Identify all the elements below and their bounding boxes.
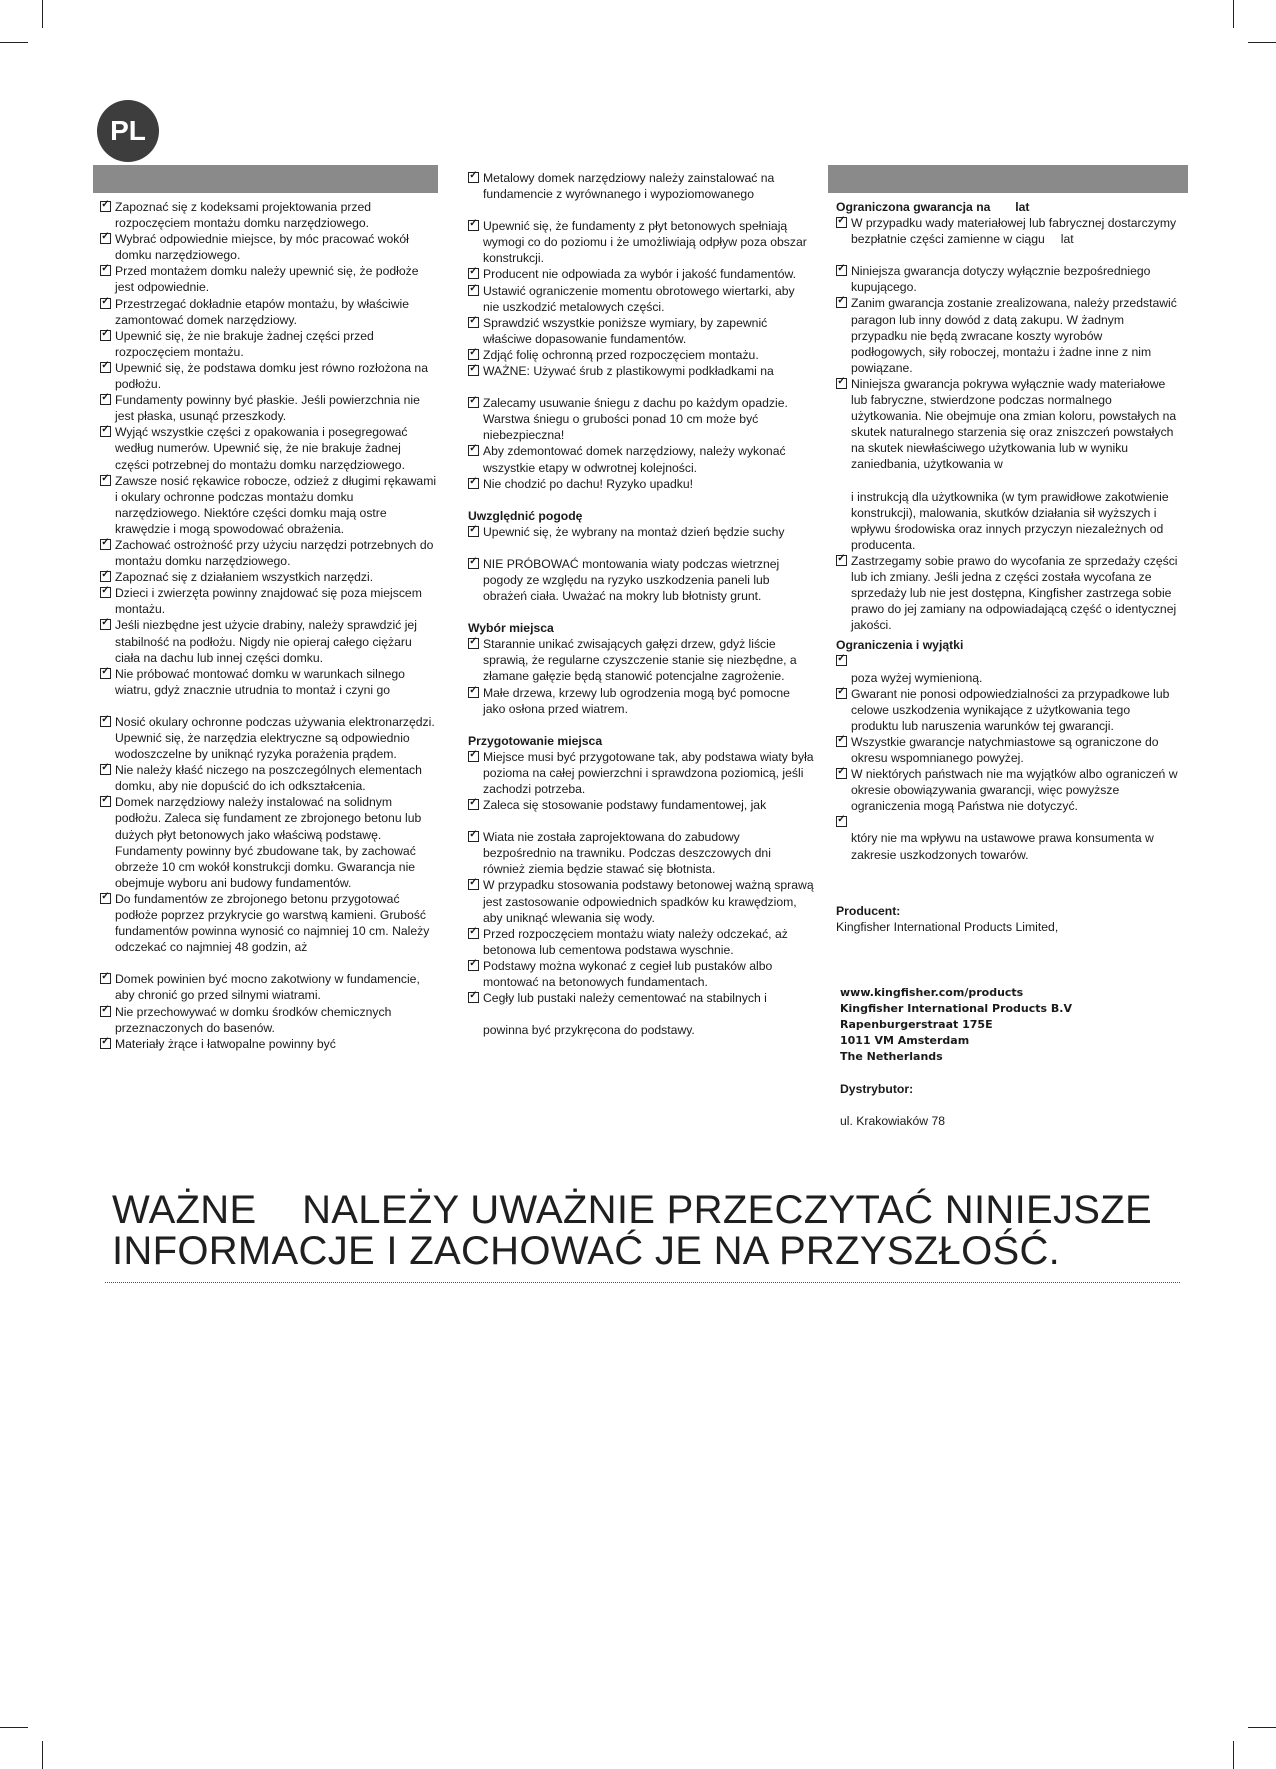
prep-heading: Przygotowanie miejsca [468,733,603,748]
checkbox-icon [468,799,479,810]
list-item [100,328,438,360]
list-item [468,266,814,282]
checkbox-icon [836,265,847,276]
list-item-text: Niniejsza gwarancja pokrywa wyłącznie wady materiałowe lub fabryczne, stwierdzone podczas normalnego użytkowania. Nie obejmuje ona zmian koloru, powstałych na skutek naturalnego starzenia się oraz zniszczeń powstałych na skutek niewłaściwego użytkowania lub w wyniku zaniedbania, użytkowania w [851,376,1177,472]
list-item [100,714,438,762]
list-item [100,473,438,537]
checkbox-icon [100,716,111,727]
checkbox-icon [836,378,847,389]
warranty-continuation: i instrukcją dla użytkownika (w tym prawidłowe zakotwienie konstrukcji), malowania, skutków działania sił wyższych i wpływu środowiska oraz innych przyczyn niezależnych od producenta. [851,489,1169,552]
checkbox-icon [836,688,847,699]
list-item [100,891,438,955]
list-item [836,295,1180,375]
list-item [836,553,1180,633]
checkbox-icon [468,220,479,231]
list-item-text: Upewnić się, że nie brakuje żadnej części przed rozpoczęciem montażu. [115,328,374,359]
checkbox-icon [836,297,847,308]
list-item-text: Zanim gwarancja zostanie zrealizowana, należy przedstawić paragon lub inny dowód z datą zakupu. W żadnym przypadku nie będą zwracane koszty wyrobów podłogowych, siły roboczej, montażu i żadne inne z nim powiązane. [851,296,1177,375]
crop-mark [1233,0,1234,28]
installation-column [468,170,814,1038]
list-item-text: Podstawy można wykonać z cegieł lub pustaków albo montować na betonowych fundamentach. [483,958,773,990]
list-item-text: Nie próbować montować domku w warunkach silnego wiatru, gdyż znacznie utrudnia to montaż i czyni go [115,666,405,697]
list-item-text: W przypadku stosowania podstawy betonowej ważną sprawą jest zastosowanie odpowiednich spadków ku krawędziom, aby uniknąć wlewania się wody. [483,878,814,925]
list-item [100,1036,438,1052]
address-block [836,985,1180,1065]
checkbox-icon [100,973,111,984]
checkbox-icon [468,928,479,939]
list-item [836,653,1180,669]
list-item-text: Upewnić się, że fundamenty z płyt betonowych spełniają wymogi co do poziomu i że umożliwiają odpływ poza obszar konstrukcji. [483,219,807,266]
list-item-text: Zapoznać się z działaniem wszystkich narzędzi. [115,570,374,585]
list-item [836,686,1180,734]
list-item [468,443,814,475]
checkbox-icon [100,571,111,582]
checkbox-icon [836,217,847,228]
checkbox-icon [468,349,479,360]
list-item-text: Dzieci i zwierzęta powinny znajdować się poza miejscem montażu. [115,586,422,617]
checkbox-icon [468,751,479,762]
list-item [468,556,814,604]
list-item-text: Zastrzegamy sobie prawo do wycofania ze sprzedaży części lub ich zmiany. Jeśli jedna z części została wycofana ze sprzedaży lub nie jest dostępna, Kingfisher zastrzega sobie prawo do jej zamiany na odpowiadającą część o identycznej jakości. [851,553,1178,633]
checkbox-icon [468,831,479,842]
address-line: The Netherlands [840,1049,943,1063]
list-item [100,617,438,665]
list-item-text: Metalowy domek narzędziowy należy zainstalować na fundamencie z wyrównanego i wypoziomowanego [483,171,775,202]
checkbox-icon [468,687,479,698]
checkbox-icon [468,879,479,890]
checkbox-icon [468,526,479,537]
list-item-text: Ustawić ograniczenie momentu obrotowego wiertarki, aby nie uszkodzić metalowych części. [483,283,795,314]
checkbox-icon [468,365,479,376]
list-item [468,170,814,202]
list-item [468,283,814,315]
checkbox-icon [100,233,111,244]
list-item-text: Cegły lub pustaki należy cementować na stabilnych i [483,991,767,1006]
list-item [468,926,814,958]
list-item [100,199,438,231]
list-item [100,971,438,1003]
warranty-heading-text: Ograniczona gwarancja na [836,200,991,214]
producer-heading: Producent: [836,903,901,918]
list-item [100,424,438,472]
crop-mark [1248,1727,1276,1728]
list-item-text: Nie należy kłaść niczego na poszczególnych elementach domku, aby nie dopuścić do ich odkształcenia. [115,763,422,794]
checkbox-icon [100,426,111,437]
list-item-text: Zachować ostrożność przy użyciu narzędzi potrzebnych do montażu domku narzędziowego. [115,537,434,569]
section-header-bar [93,165,438,193]
address-line: Rapenburgerstraat 175E [840,1017,993,1031]
checkbox-icon [468,268,479,279]
list-item-text: W przypadku wady materiałowej lub fabrycznej dostarczymy bezpłatnie części zamienne w ciągu [851,216,1177,247]
list-item [468,347,814,363]
crop-mark [0,1727,28,1728]
list-item-text: Przed rozpoczęciem montażu wiaty należy odczekać, aż betonowa lub cementowa podstawa wyschnie. [483,926,788,957]
checkbox-icon [836,816,847,827]
list-item [100,392,438,424]
address-line: Kingfisher International Products B.V [840,1001,1072,1015]
list-item-text: Zaleca się stosowanie podstawy fundamentowej, jak [483,798,767,813]
checkbox-icon [468,172,479,183]
list-item-text: Zapoznać się z kodeksami projektowania przed rozpoczęciem montażu domku narzędziowego. [115,200,372,231]
list-item [468,363,814,379]
list-item-text: Przed montażem domku należy upewnić się, że podłoże jest odpowiednie. [115,264,419,295]
list-item [836,734,1180,766]
checkbox-icon [100,475,111,486]
list-item-text: Nosić okulary ochronne podczas używania elektronarzędzi. Upewnić się, że narzędzia elektryczne są odpowiednio wodoszczelne by uniknąć ryzyka porażenia prądem. [115,714,435,762]
list-item-text: Małe drzewa, krzewy lub ogrodzenia mogą być pomocne jako osłona przed wiatrem. [483,685,790,716]
list-item-text: Upewnić się, że wybrany na montaż dzień będzie suchy [483,524,785,539]
limits-continuation: poza wyżej wymienioną. [851,670,983,685]
checkbox-icon [468,558,479,569]
list-item [836,766,1180,814]
list-item [100,569,438,585]
list-item-text: Aby zdemontować domek narzędziowy, należy wykonać wszystkie etapy w odwrotnej kolejności. [483,444,786,475]
checkbox-icon [100,362,111,373]
list-item-text: Niniejsza gwarancja dotyczy wyłącznie bezpośredniego kupującego. [851,264,1151,295]
list-item-text: Sprawdzić wszystkie poniższe wymiary, by zapewnić właściwe dopasowanie fundamentów. [483,315,768,346]
list-item [468,395,814,443]
checkbox-icon [100,1006,111,1017]
list-item [468,877,814,925]
list-item-text: Fundamenty powinny być płaskie. Jeśli powierzchnia nie jest płaska, usunąć przeszkody. [115,393,420,424]
list-item-text: Nie chodzić po dachu! Ryzyko upadku! [483,476,694,491]
language-badge: PL [97,100,159,162]
distributor-address: ul. Krakowiaków 78 [840,1113,945,1128]
warranty-heading [836,199,1180,215]
safety-column [100,199,438,1052]
checkbox-icon [100,893,111,904]
list-item [100,794,438,891]
checkbox-icon [468,638,479,649]
list-item-text: Wybrać odpowiednie miejsce, by móc pracować wokół domku narzędziowego. [115,232,409,263]
checkbox-icon [468,992,479,1003]
list-item [100,1004,438,1036]
crop-mark [1233,1741,1234,1769]
checkbox-icon [100,668,111,679]
list-item-text: Wiata nie została zaprojektowana do zabudowy bezpośrednio na trawniku. Podczas deszczowych dni również ziemia będzie stawać się błotnista. [483,830,771,877]
list-item [100,263,438,295]
list-item-text: Zalecamy usuwanie śniegu z dachu po każdym opadzie. Warstwa śniegu o grubości ponad 10 cm może być niebezpieczna! [483,396,788,443]
list-item [100,537,438,569]
dotted-divider [105,1282,1180,1283]
list-item [100,296,438,328]
checkbox-icon [100,394,111,405]
list-item-text: Nie przechowywać w domku środków chemicznych przeznaczonych do basenów. [115,1004,392,1035]
list-item-text: Jeśli niezbędne jest użycie drabiny, należy sprawdzić jej stabilność na podłożu. Nigdy nie opieraj całego ciężaru ciała na dachu lub innej części domku. [115,618,417,665]
checkbox-icon [100,298,111,309]
address-line: 1011 VM Amsterdam [840,1033,970,1047]
list-item [468,524,814,540]
checkbox-icon [836,768,847,779]
list-item-text: Starannie unikać zwisających gałęzi drzew, gdyż liście sprawią, że regularne czyszczenie stanie się niezbędne, a złamane gałęzie będą stanowić potencjalne zagrożenie. [483,637,797,684]
list-item-text: Domek narzędziowy należy instalować na solidnym podłożu. Zaleca się fundament ze zbrojonego betonu lub dużych płyt betonowych jako właściwą podstawę. Fundamenty powinny być zbudowane tak, by zachować obrzeże 10 cm wokół konstrukcji domku. Gwarancja nie obejmuje wyboru ani budowy fundamentów. [115,795,422,890]
checkbox-icon [468,285,479,296]
list-item [468,797,814,813]
warranty-column [836,199,1180,1129]
list-item [468,749,814,797]
list-item [100,231,438,263]
crop-mark [0,42,28,43]
list-item-text: Wyjąć wszystkie części z opakowania i posegregować według numerów. Upewnić się, że nie brakuje żadnej części potrzebnej do montażu domku narzędziowego. [115,425,408,472]
list-item-text: NIE PRÓBOWAĆ montowania wiaty podczas wietrznej pogody ze względu na ryzyko uszkodzenia paneli lub obrażeń ciała. Uważać na mokry lub błotnisty grunt. [483,556,780,604]
list-item-text: W niektórych państwach nie ma wyjątków albo ograniczeń w okresie obowiązywania gwarancji, więc powyższe ograniczenia mogą Państwa nie dotyczyć. [851,767,1178,814]
list-item-text: WAŻNE: Używać śrub z plastikowymi podkładkami na [483,364,774,379]
list-item [100,360,438,392]
checkbox-icon [100,201,111,212]
checkbox-icon [468,478,479,489]
title-line: INFORMACJE I ZACHOWAĆ JE NA PRZYSZŁOŚĆ. [112,1229,1061,1273]
checkbox-icon [100,619,111,630]
place-heading: Wybór miejsca [468,621,554,636]
section-header-bar [828,165,1188,193]
checkbox-icon [100,330,111,341]
crop-mark [42,0,43,28]
prep-tail-text: powinna być przykręcona do podstawy. [483,1023,695,1038]
list-item [836,263,1180,295]
title-line: WAŻNE NALEŻY UWAŻNIE PRZECZYTAĆ NINIEJSZE [112,1188,1152,1232]
list-item [468,958,814,990]
checkbox-icon [836,736,847,747]
checkbox-icon [836,655,847,666]
list-item [100,762,438,794]
warranty-heading-years: lat [1015,200,1030,214]
list-item [468,218,814,266]
checkbox-icon [468,317,479,328]
important-notice-title [112,1190,1152,1272]
checkbox-icon [100,587,111,598]
limits-heading: Ograniczenia i wyjątki [836,638,964,653]
last-continuation: który nie ma wpływu na ustawowe prawa konsumenta w zakresie uszkodzonych towarów. [851,831,1154,862]
distributor-heading: Dystrybutor: [840,1081,914,1096]
checkbox-icon [468,960,479,971]
crop-mark [1248,42,1276,43]
checkbox-icon [468,445,479,456]
list-item-text: Przestrzegać dokładnie etapów montażu, by właściwie zamontować domek narzędziowy. [115,296,409,327]
address-line[interactable]: www.kingfisher.com/products [840,985,1024,999]
list-item-text: Gwarant nie ponosi odpowiedzialności za przypadkowe lub celowe uszkodzenia wynikające z użytkowania tego produktu lub naruszenia warunków tej gwarancji. [851,686,1170,733]
list-item-text: Producent nie odpowiada za wybór i jakość fundamentów. [483,267,797,282]
checkbox-icon [836,555,847,566]
list-item [468,476,814,492]
list-item-text: Wszystkie gwarancje natychmiastowe są ograniczone do okresu wspomnianego powyżej. [851,734,1159,765]
checkbox-icon [100,764,111,775]
list-item [468,315,814,347]
crop-mark [42,1741,43,1769]
list-item-text: Zdjąć folię ochronną przed rozpoczęciem montażu. [483,347,759,362]
checkbox-icon [468,397,479,408]
list-item-text: Miejsce musi być przygotowane tak, aby podstawa wiaty była pozioma na całej powierzchni i sprawdzona poziomicą, jeśli zachodzi potrzeba. [483,749,814,796]
list-item [100,666,438,698]
checkbox-icon [100,1038,111,1049]
list-item-text: Materiały żrące i łatwopalne powinny być [115,1036,336,1051]
list-item [468,829,814,877]
list-item [100,585,438,617]
list-item [468,990,814,1006]
weather-heading: Uwzględnić pogodę [468,508,583,523]
list-item [836,376,1180,473]
checkbox-icon [100,539,111,550]
list-item-suffix: lat [1060,232,1074,247]
checkbox-icon [100,265,111,276]
producer-name: Kingfisher International Products Limited, [836,919,1059,934]
list-item-text: Do fundamentów ze zbrojonego betonu przygotować podłoże poprzez przykrycie go warstwą kamieni. Grubość fundamentów powinna wynosić co najmniej 10 cm. Należy odczekać co najmniej 48 godzin, aż [115,891,430,955]
checkbox-icon [100,796,111,807]
list-item-text: Domek powinien być mocno zakotwiony w fundamencie, aby chronić go przed silnymi wiatrami. [115,972,420,1003]
list-item [468,685,814,717]
list-item-text: Upewnić się, że podstawa domku jest równo rozłożona na podłożu. [115,360,428,392]
list-item [836,814,1180,830]
list-item-text: Zawsze nosić rękawice robocze, odzież z długimi rękawami i okulary ochronne podczas montażu domku narzędziowego. Niektóre części domku mają ostre krawędzie i mogą spowodować obrażenia. [115,473,437,536]
list-item [836,215,1180,247]
list-item [468,636,814,684]
